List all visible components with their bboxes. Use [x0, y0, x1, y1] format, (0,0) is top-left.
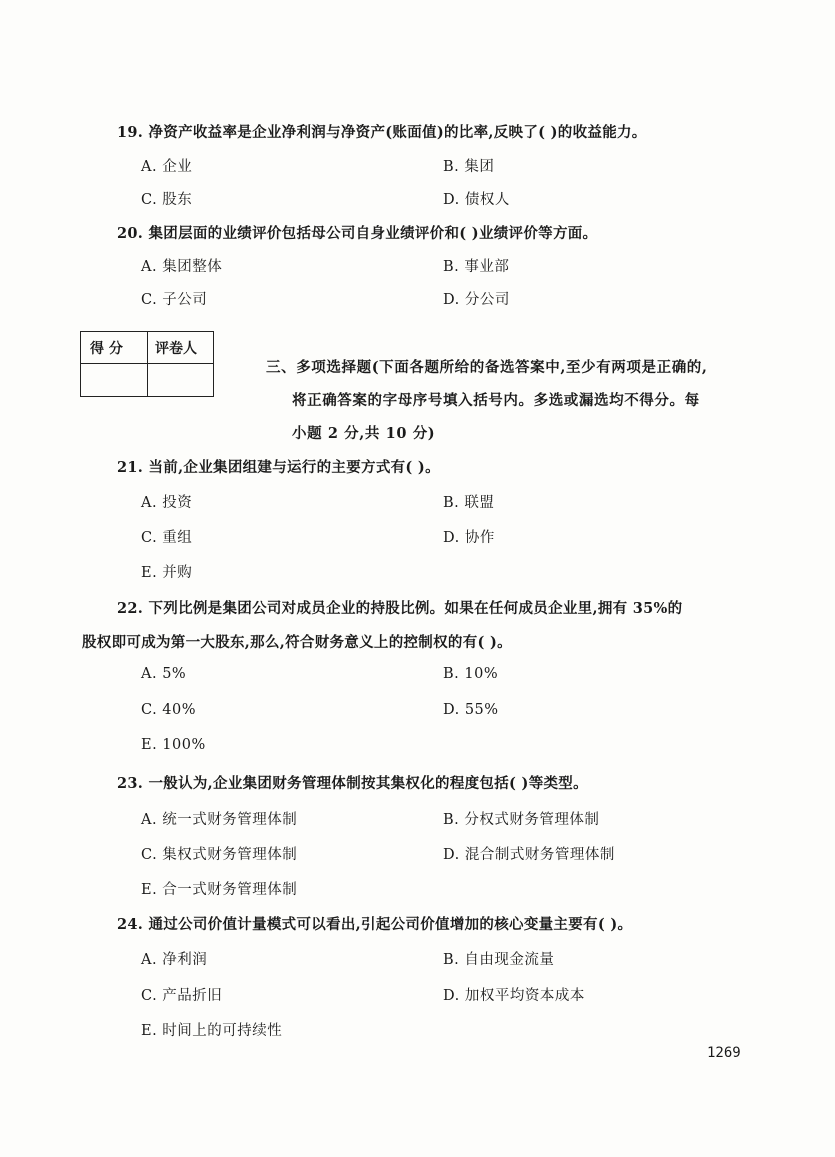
question-21-option-d: D. 协作 — [443, 530, 495, 546]
question-21-option-b: B. 联盟 — [443, 495, 495, 511]
question-21-option-e: E. 并购 — [141, 565, 193, 581]
section-3-points: 小题 2 分,共 10 分) — [292, 425, 436, 442]
question-20-option-a: A. 集团整体 — [141, 259, 223, 275]
question-21-stem: 21. 当前,企业集团组建与运行的主要方式有( )。 — [117, 459, 440, 476]
page-number: 1269 — [707, 1045, 741, 1061]
question-23-option-c: C. 集权式财务管理体制 — [141, 847, 298, 863]
score-label: 得 分 — [90, 341, 123, 357]
question-23-option-a: A. 统一式财务管理体制 — [141, 812, 298, 828]
question-19-stem: 19. 净资产收益率是企业净利润与净资产(账面值)的比率,反映了( )的收益能力。 — [117, 124, 647, 141]
question-24-option-e: E. 时间上的可持续性 — [141, 1023, 283, 1039]
question-24-option-c: C. 产品折旧 — [141, 988, 223, 1004]
question-23-option-e: E. 合一式财务管理体制 — [141, 882, 298, 898]
question-19-option-d: D. 债权人 — [443, 192, 510, 208]
score-table — [80, 331, 214, 397]
question-19-option-a: A. 企业 — [141, 159, 193, 175]
question-24-option-a: A. 净利润 — [141, 952, 208, 968]
score-table-divider — [147, 332, 148, 396]
question-23-stem: 23. 一般认为,企业集团财务管理体制按其集权化的程度包括( )等类型。 — [117, 775, 588, 792]
question-20-option-c: C. 子公司 — [141, 292, 208, 308]
question-24-option-d: D. 加权平均资本成本 — [443, 988, 585, 1004]
question-20-option-d: D. 分公司 — [443, 292, 510, 308]
grader-label: 评卷人 — [155, 341, 197, 357]
question-22-stem: 22. 下列比例是集团公司对成员企业的持股比例。如果在任何成员企业里,拥有 35%的 — [117, 600, 683, 617]
score-table-divider — [81, 363, 213, 364]
question-22-option-e: E. 100% — [141, 737, 206, 753]
question-19-option-c: C. 股东 — [141, 192, 193, 208]
question-22-option-b: B. 10% — [443, 666, 499, 682]
question-19-option-b: B. 集团 — [443, 159, 495, 175]
question-23-option-b: B. 分权式财务管理体制 — [443, 812, 600, 828]
question-21-option-a: A. 投资 — [141, 495, 193, 511]
question-22-option-a: A. 5% — [141, 666, 187, 682]
question-20-stem: 20. 集团层面的业绩评价包括母公司自身业绩评价和( )业绩评价等方面。 — [117, 225, 598, 242]
question-20-option-b: B. 事业部 — [443, 259, 510, 275]
question-22-option-c: C. 40% — [141, 702, 197, 718]
section-3-heading: 三、多项选择题(下面各题所给的备选答案中,至少有两项是正确的, — [266, 359, 708, 376]
question-24-option-b: B. 自由现金流量 — [443, 952, 555, 968]
question-23-option-d: D. 混合制式财务管理体制 — [443, 847, 615, 863]
question-21-option-c: C. 重组 — [141, 530, 193, 546]
question-24-stem: 24. 通过公司价值计量模式可以看出,引起公司价值增加的核心变量主要有( )。 — [117, 916, 633, 933]
question-22-stem-continued: 股权即可成为第一大股东,那么,符合财务意义上的控制权的有( )。 — [82, 634, 512, 651]
question-22-option-d: D. 55% — [443, 702, 499, 718]
section-3-instructions: 将正确答案的字母序号填入括号内。多选或漏选均不得分。每 — [292, 392, 700, 409]
